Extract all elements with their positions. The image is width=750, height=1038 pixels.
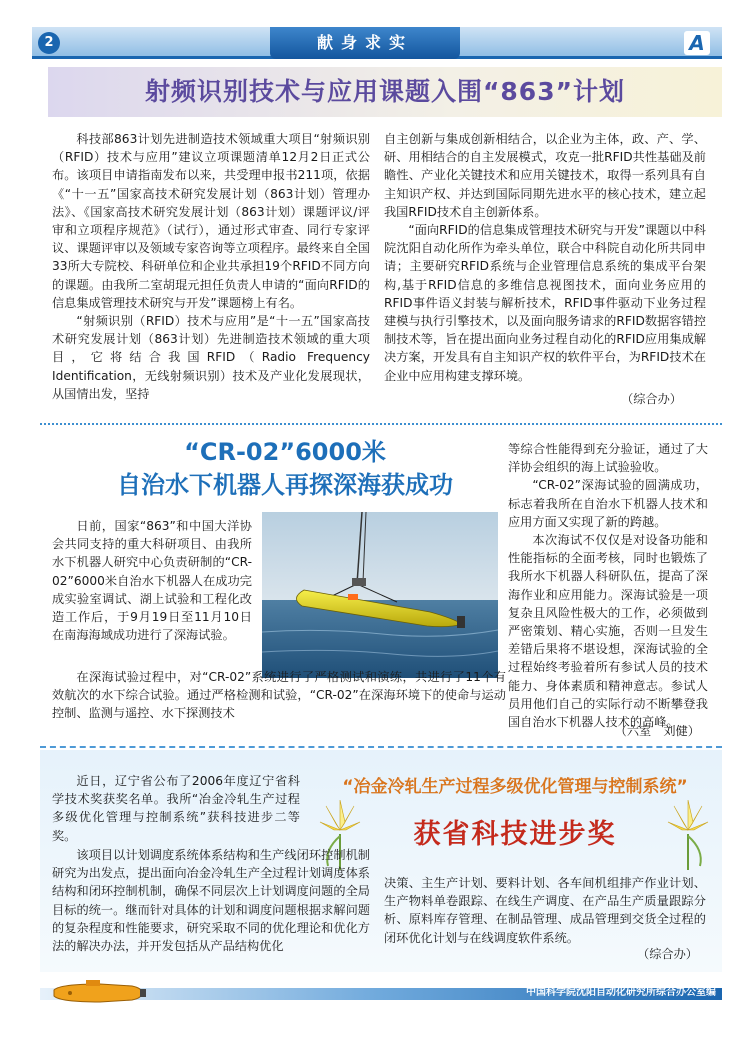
article3-paragraph: 决策、主生产计划、要料计划、各车间机组排产作业计划、生产物料单卷跟踪、在线生产调度、在产品生产质量跟踪分析、原料库存管理、在制品管理、成品管理到交货全过程的闭环优化计划与在线调度软件系统。 (384, 876, 706, 945)
article1-paragraph: “面向RFID的信息集成管理技术研究与开发”课题以中科院沈阳自动化所作为牵头单位，联合中科院自动化所共同申请；主要研究RFID系统与企业管理信息系统的集成平台架构,基于RFID信息的多维信息视图技术，面向业务应用的RFID事件语义封装与解析技术，RFID事件驱动下业务过程建模与执行引擎技术，以及面向服务请求的RFID数据容错控制技术等，旨在提出面向业务过程自动化的RFID应用集成解决方案，开发具有自主知识产权的软件平台，为RFID技术在企业中应用构建支撑环境。 (384, 223, 706, 383)
article3-signature: （综合办） (637, 947, 698, 961)
page-number: 2 (38, 32, 60, 54)
article2-paragraph: 等综合性能得到充分验证，通过了大洋协会组织的海上试验验收。 (508, 442, 708, 475)
submarine-icon (40, 978, 150, 1008)
article1-paragraph: 科技部863计划先进制造技术领域重大项目“射频识别（RFID）技术与应用”建议立项课题清单12月2日正式公布。该项目申请指南发布以来，共受理申报书211项，依据《“十一五”国家高技术研究发展计划（863计划）管理办法》、《国家高技术研究发展计划（863计划）课题评议/评审和立项程序规范》（试行），通过形式审查、同行专家评议、课题评审以及领域专家咨询等立项程序。最终来自全国33所大专院校、科研单位和企业共承担19个RFID不同方向的课题。由我所二室胡琨元担任负责人申请的“面向RFID的信息集成管理技术研究与开发”课题榜上有名。 (52, 132, 370, 310)
article3-paragraph: 近日，辽宁省公布了2006年度辽宁省科学技术奖获奖名单。我所“冶金冷轧生产过程多级优化管理与控制系统”获科技进步二等奖。 (52, 774, 300, 843)
article2-left-column (52, 517, 252, 644)
article3-right-column (384, 874, 706, 947)
article1-title: 射频识别技术与应用课题入围“863”计划 (144, 77, 626, 106)
institute-logo-icon: A (684, 31, 710, 55)
article1-signature: （综合办） (621, 392, 682, 406)
article2-right-column (508, 440, 708, 731)
article3-paragraph: 该项目以计划调度系统体系结构和生产线闭环控制机制研究为出发点，提出面向冶金冷轧生产全过程计划调度体系结构和闭环控制机制，确保不同层次上计划调度问题的全局目标的统一。继而针对具体的计划和调度问题根据求解问题的复杂程度和性能要求，研究采取不同的优化理论和优化方法的解决办法，并开发包括从产品结构优化 (52, 848, 370, 954)
article1-paragraph: “射频识别（RFID）技术与应用”是“十一五”国家高技术研究发展计划（863计划）先进制造技术领域的重大项目，它将结合我国RFID（Radio Frequency Identification，无线射频识别）技术及产业化发展现状，从国情出发，坚持 (52, 314, 370, 401)
article1-right-column (384, 130, 706, 385)
article3-intro (52, 772, 300, 845)
footer-publisher: 中国科学院沈阳自动化研究所综合办公室编 (526, 987, 716, 998)
section-divider (40, 746, 722, 748)
article2-paragraph: 在深海试验过程中，对“CR-02”系统进行了严格测试和演练，共进行了11个有效航次的水下综合试验。通过严格检测和试验，“CR-02”在深海环境下的使命与运动控制、监测与遥控、水下探测技术 (52, 670, 506, 721)
article3-left-column (52, 846, 370, 955)
article1-left-column (52, 130, 370, 403)
article2-paragraph: 本次海试不仅仅是对设备功能和性能指标的全面考核，同时也锻炼了我所水下机器人科研队伍，提高了深海作业和应用能力。深海试验是一项复杂且风险性极大的工作，必须做到严密策划、精心实施，否则一旦发生差错后果将不堪设想，深海试验的全过程始终考验着所有参试人员的技术能力、身体素质和精神意志。参试人员用他们自己的实际行动不断攀登我国自治水下机器人技术的高峰。 (508, 533, 708, 730)
article2-signature: （六室 刘健） (614, 724, 700, 738)
auv-lifting-image (262, 512, 498, 678)
article3-title-line2: 获省科技进步奖 (413, 819, 617, 850)
article2-left-column-wide (52, 668, 506, 723)
article2-paragraph: 日前，国家“863”和中国大洋协会共同支持的重大科研项目、由我所水下机器人研究中心负责研制的“CR-02”6000米自治水下机器人在成功完成实验室调试、湖上试验和工程化改造工作后，于9月19日至11月10日在南海海域成功进行了深海试验。 (52, 519, 252, 643)
auv-photo (262, 512, 498, 678)
article2-title-line1: “CR-02”6000米 (184, 438, 386, 466)
article2-paragraph: “CR-02”深海试验的圆满成功，标志着我所在自治水下机器人技术和应用方面又实现了新的跨越。 (508, 478, 708, 529)
article3-title-line1: “冶金冷轧生产过程多级优化管理与控制系统” (342, 777, 688, 797)
section-motto: 献身求实 (270, 27, 460, 59)
section-divider (40, 423, 722, 425)
lily-flower-icon (664, 800, 712, 870)
article1-paragraph: 自主创新与集成创新相结合，以企业为主体，政、产、学、研、用相结合的自主发展模式，攻克一批RFID共性基础及前瞻性、产业化关键技术和应用关键技术，取得一系列具有自主知识产权、并达到国际同期先进水平的核心技术，建立起我国RFID技术自主创新体系。 (384, 132, 706, 219)
article2-title-line2: 自治水下机器人再探深海获成功 (117, 471, 453, 499)
